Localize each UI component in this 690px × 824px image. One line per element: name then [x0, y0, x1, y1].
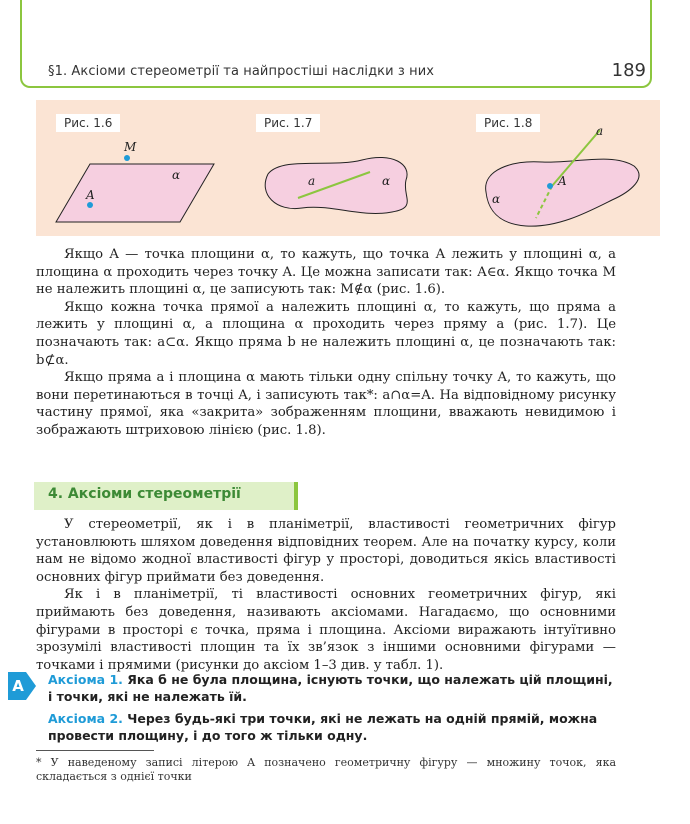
- axiom-label: Аксіома 2.: [48, 711, 123, 726]
- page-number: 189: [611, 60, 646, 81]
- running-header: §1. Аксіоми стереометрії та найпростіші наслідки з них: [48, 64, 435, 79]
- intro-text: [36, 246, 616, 440]
- point-a-label: A: [86, 188, 95, 202]
- plane-label: α: [172, 168, 181, 182]
- point-m-label: M: [124, 140, 137, 154]
- paragraph: У стереометрії, як і в планіметрії, властивості геометричних фігур установлюють шляхом доведення відповідних теорем. Але на початку курсу, коли нам не відомо жодної властивості фігур у просторі, доводиться якісь властивості основних фігур приймати без доведення.: [36, 517, 616, 585]
- badge-letter: A: [12, 677, 24, 695]
- point-a-label: A: [558, 174, 567, 188]
- footnote-divider: [36, 750, 154, 751]
- line-a-label: a: [308, 174, 316, 188]
- footnote: * У наведеному записі літерою A позначено геометричну фігуру — множину точок, яка складається з однієї точки: [36, 756, 616, 783]
- figures-band: [36, 100, 660, 236]
- figure-1-6-drawing: [42, 100, 222, 236]
- plane-label: α: [492, 192, 501, 206]
- figure-1-7: [242, 100, 422, 236]
- figure-1-6: [42, 100, 222, 236]
- figure-label: Рис. 1.8: [476, 114, 540, 132]
- figure-1-8: [462, 100, 642, 236]
- section-title: 4. Аксіоми стереометрії: [48, 486, 241, 502]
- axiom-1: [48, 672, 618, 705]
- axiom-text: Яка б не була площина, існують точки, що належать цій площині, і точки, які не належать їй.: [48, 672, 613, 704]
- section-text: [36, 516, 616, 674]
- paragraph: Якщо кожна точка прямої a належить площині α, то кажуть, що пряма a лежить у площині α, а площина α проходить через пряму a (рис. 1.7). Це позначають так: a⊂α. Якщо пряма b не належить площині α, це позначають так: b⊄α.: [36, 299, 616, 368]
- paragraph: Якщо A — точка площини α, то кажуть, що точка A лежить у площині α, а площина α проходить через точку A. Це можна записати так: A∈α. Якщо точка M не належить площині α, це записують так: M∉α (рис. 1.6).: [36, 247, 616, 298]
- axioms-list: [48, 672, 618, 750]
- plane-label: α: [382, 174, 391, 188]
- axiom-badge-icon: [8, 672, 36, 700]
- axiom-label: Аксіома 1.: [48, 672, 123, 687]
- paragraph: Як і в планіметрії, ті властивості основних геометричних фігур, які приймають без доведення, називають аксіомами. Нагадаємо, що основними фігурами в просторі є точка, пряма і площина. Аксіоми виражають інтуїтивно зрозумілі властивості площин та їх зв’язок з іншими основними фігурами — точками і прямими (рисунки до аксіом 1–3 див. у табл. 1).: [36, 587, 616, 673]
- figure-label: Рис. 1.6: [56, 114, 120, 132]
- paragraph: Якщо пряма a і площина α мають тільки одну спільну точку A, то кажуть, що вони перетинаються в точці A, і записують так*: a∩α=A. На відповідному рисунку частину прямої, яка «закрита» зображенням площини, вважають невидимою і зображають штриховою лінією (рис. 1.8).: [36, 370, 616, 438]
- section-heading: [34, 482, 298, 510]
- figure-1-8-drawing: [462, 100, 642, 236]
- line-a-label: a: [596, 124, 604, 138]
- figure-1-7-drawing: [242, 100, 422, 236]
- figure-label: Рис. 1.7: [256, 114, 320, 132]
- axiom-2: [48, 711, 618, 744]
- axiom-text: Через будь-які три точки, які не лежать на одній прямій, можна провести площину, і до того ж тільки одну.: [48, 711, 598, 743]
